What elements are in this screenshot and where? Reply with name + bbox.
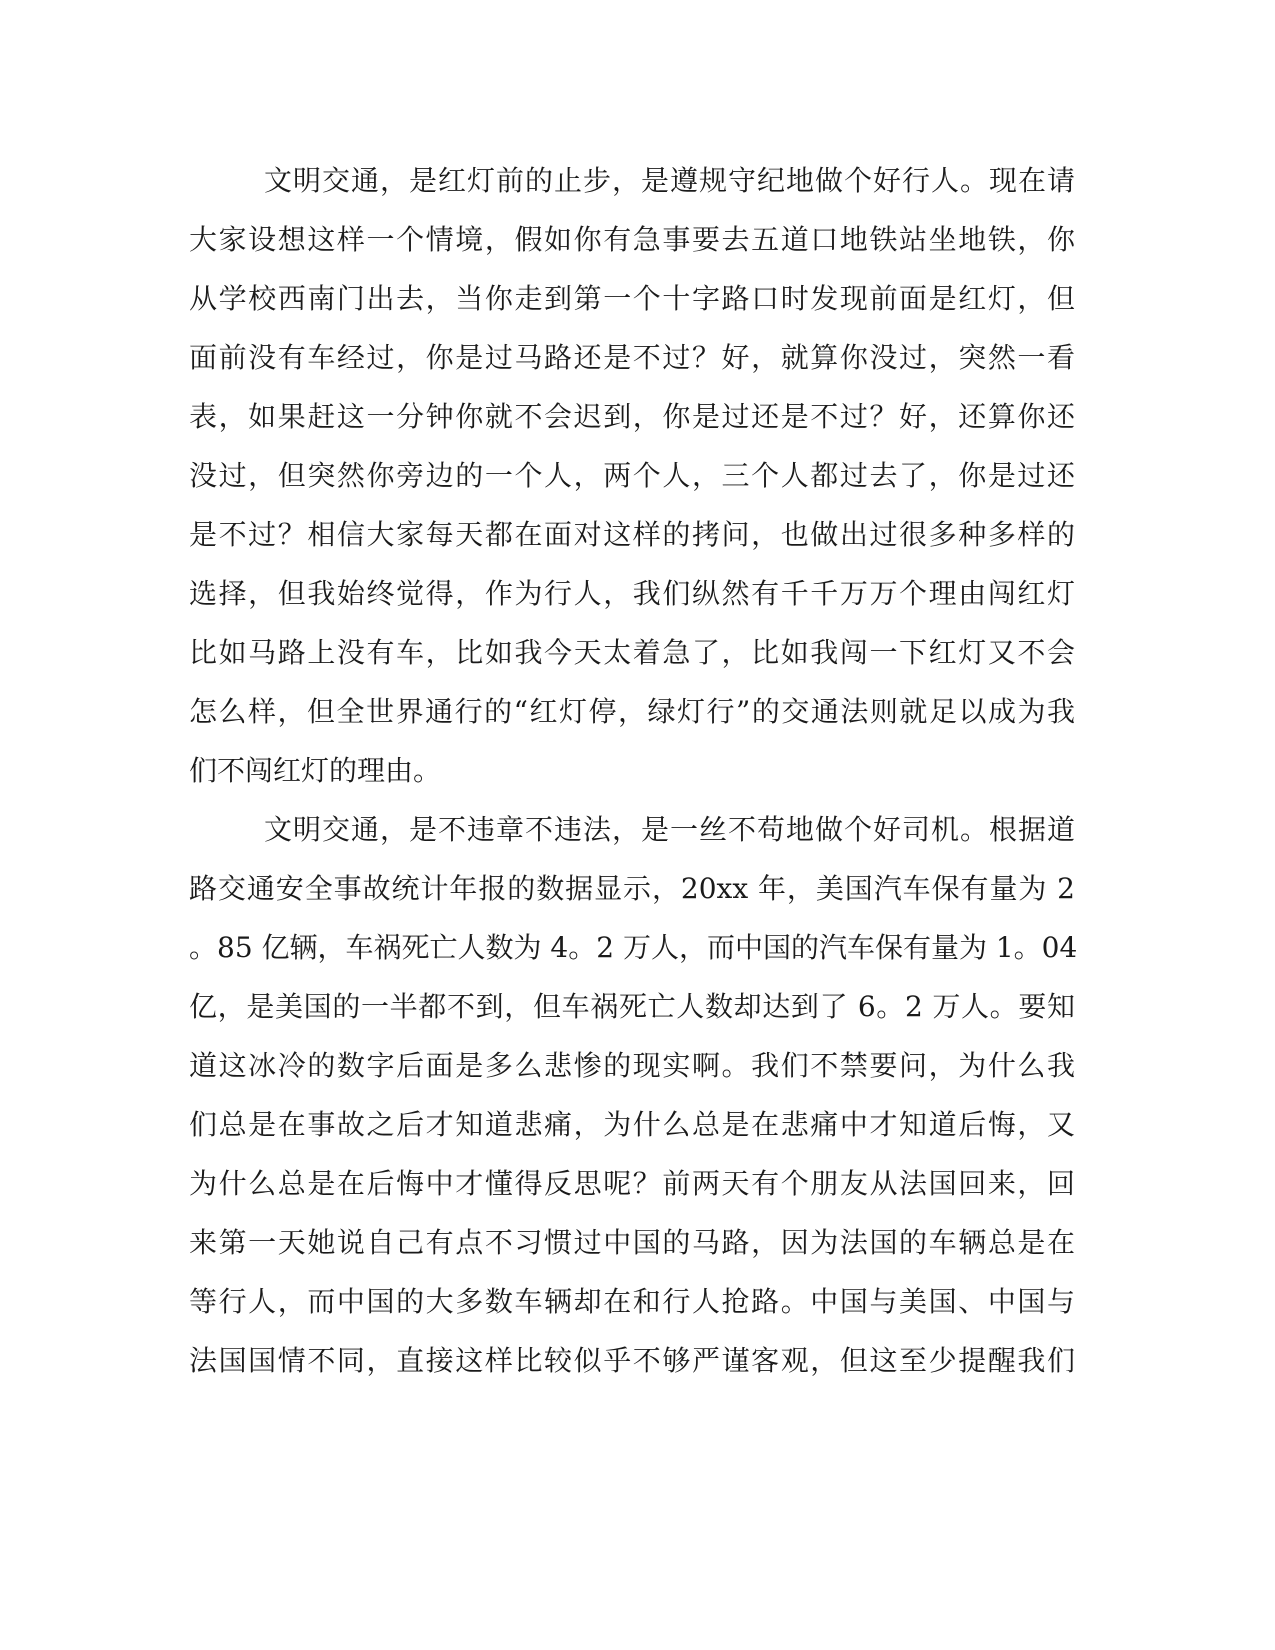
paragraph-1-line-7: 是不过？相信大家每天都在面对这样的拷问，也做出过很多种多样的 [189, 518, 1075, 551]
paragraph-1-line-11: 们不闯红灯的理由。 [189, 754, 442, 787]
paragraph-2-line-9: 等行人，而中国的大多数车辆却在和行人抢路。中国与美国、中国与 [189, 1285, 1075, 1318]
paragraph-1-line-4: 面前没有车经过，你是过马路还是不过？好，就算你没过，突然一看 [189, 341, 1075, 374]
paragraph-2-line-1: 文明交通，是不违章不违法，是一丝不苟地做个好司机。根据道 [264, 813, 1075, 846]
paragraph-1-line-10: 怎么样，但全世界通行的“红灯停，绿灯行”的交通法则就足以成为我 [189, 695, 1075, 728]
paragraph-1-line-6: 没过，但突然你旁边的一个人，两个人，三个人都过去了，你是过还 [189, 459, 1075, 492]
paragraph-2-line-7: 为什么总是在后悔中才懂得反思呢？前两天有个朋友从法国回来，回 [189, 1167, 1075, 1200]
paragraph-1-line-2: 大家设想这样一个情境，假如你有急事要去五道口地铁站坐地铁，你 [189, 223, 1075, 256]
paragraph-1-line-5: 表，如果赶这一分钟你就不会迟到，你是过还是不过？好，还算你还 [189, 400, 1075, 433]
paragraph-2-line-3: 。85 亿辆，车祸死亡人数为 4。2 万人，而中国的汽车保有量为 1。04 [189, 931, 1078, 964]
paragraph-1-line-8: 选择，但我始终觉得，作为行人，我们纵然有千千万万个理由闯红灯 [189, 577, 1075, 610]
paragraph-2-line-10: 法国国情不同，直接这样比较似乎不够严谨客观，但这至少提醒我们 [189, 1344, 1075, 1377]
paragraph-1-line-9: 比如马路上没有车，比如我今天太着急了，比如我闯一下红灯又不会 [189, 636, 1075, 669]
paragraph-2-line-6: 们总是在事故之后才知道悲痛，为什么总是在悲痛中才知道后悔，又 [189, 1108, 1075, 1141]
paragraph-1-line-1: 文明交通，是红灯前的止步，是遵规守纪地做个好行人。现在请 [264, 164, 1075, 197]
paragraph-2-line-2: 路交通安全事故统计年报的数据显示，20xx 年，美国汽车保有量为 2 [189, 872, 1075, 905]
paragraph-2-line-4: 亿，是美国的一半都不到，但车祸死亡人数却达到了 6。2 万人。要知 [189, 990, 1075, 1023]
paragraph-2-line-5: 道这冰冷的数字后面是多么悲惨的现实啊。我们不禁要问，为什么我 [189, 1049, 1075, 1082]
paragraph-1-line-3: 从学校西南门出去，当你走到第一个十字路口时发现前面是红灯，但 [189, 282, 1075, 315]
paragraph-2-line-8: 来第一天她说自己有点不习惯过中国的马路，因为法国的车辆总是在 [189, 1226, 1075, 1259]
